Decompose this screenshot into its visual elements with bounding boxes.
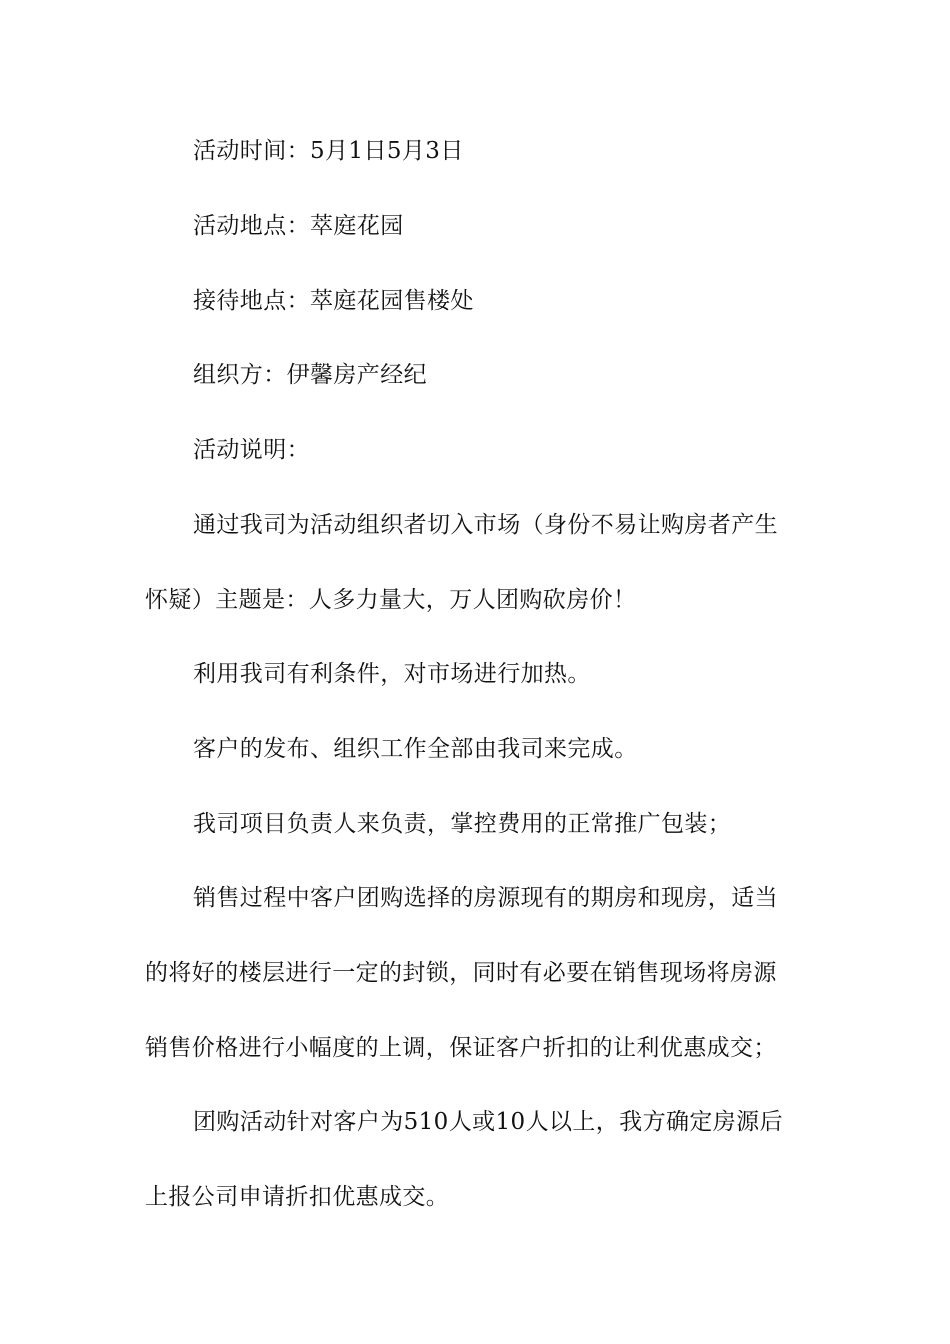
paragraph-line: 的将好的楼层进行一定的封锁，同时有必要在销售现场将房源 xyxy=(145,960,777,986)
activity-time-line: 活动时间：5月1日5月3日 xyxy=(193,138,464,164)
paragraph-line: 团购活动针对客户为510人或10人以上，我方确定房源后 xyxy=(193,1109,783,1135)
organizer-line: 组织方：伊馨房产经纪 xyxy=(193,362,427,388)
paragraph-line: 怀疑）主题是：人多力量大，万人团购砍房价！ xyxy=(145,587,637,613)
activity-description-heading: 活动说明： xyxy=(193,437,310,463)
activity-location-line: 活动地点：萃庭花园 xyxy=(193,213,404,239)
paragraph-line: 上报公司申请折扣优惠成交。 xyxy=(145,1184,450,1210)
paragraph-line: 利用我司有利条件，对市场进行加热。 xyxy=(193,661,591,687)
reception-location-line: 接待地点：萃庭花园售楼处 xyxy=(193,288,474,314)
paragraph-line: 销售过程中客户团购选择的房源现有的期房和现房，适当 xyxy=(193,885,778,911)
paragraph-line: 客户的发布、组织工作全部由我司来完成。 xyxy=(193,736,638,762)
paragraph-line: 通过我司为活动组织者切入市场（身份不易让购房者产生 xyxy=(193,512,778,538)
paragraph-line: 销售价格进行小幅度的上调，保证客户折扣的让利优惠成交； xyxy=(145,1035,777,1061)
paragraph-line: 我司项目负责人来负责，掌控费用的正常推广包装； xyxy=(193,811,732,837)
